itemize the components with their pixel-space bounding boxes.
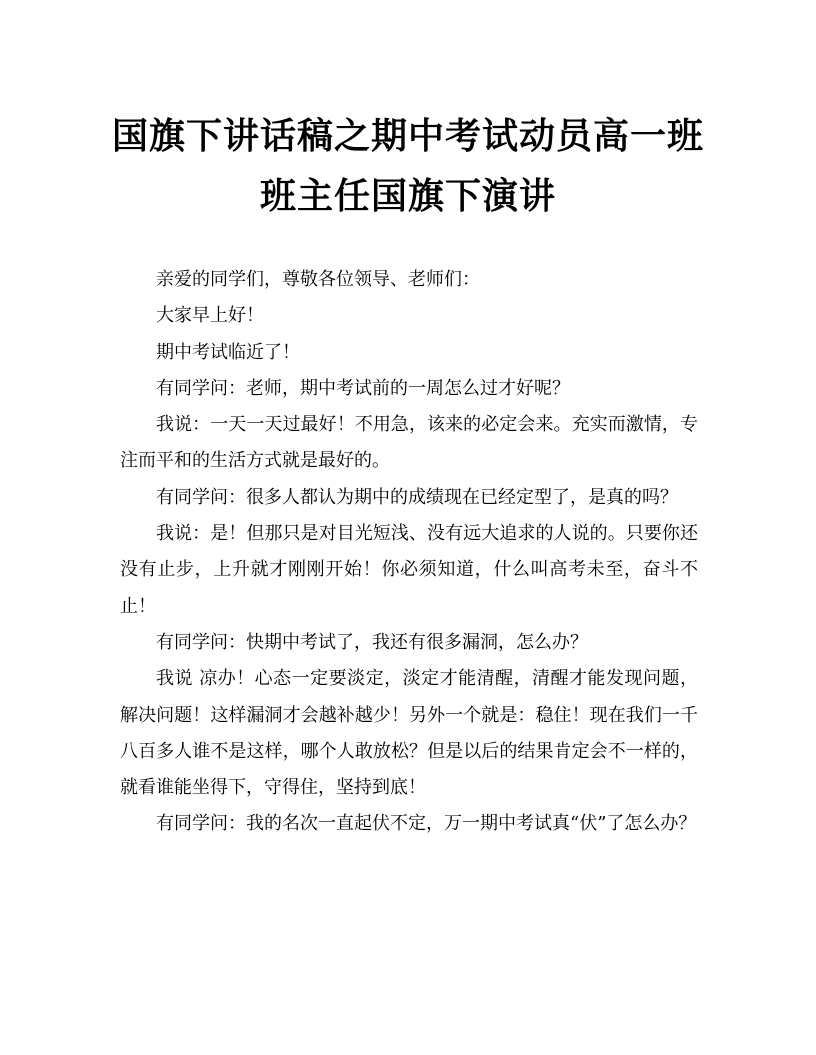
paragraph-good-morning: 大家早上好！	[156, 305, 264, 327]
paragraph-exam-approaching: 期中考试临近了！	[156, 341, 300, 363]
document-title-line2: 班主任国旗下演讲	[259, 175, 556, 217]
paragraph-question-4: 有同学问：我的名次一直起伏不定，万一期中考试真“伏”了怎么办？	[156, 813, 697, 835]
paragraph-answer-2: 我说：是！但那只是对目光短浅、没有远大追求的人说的。只要你还没有止步，上升就才刚刚开始！你必须知道，什么叫高考未至，奋斗不止！	[120, 523, 698, 617]
document-title-line1: 国旗下讲话稿之期中考试动员高一班	[111, 115, 704, 157]
paragraph-question-1: 有同学问：老师，期中考试前的一周怎么过才好呢？	[156, 377, 570, 399]
paragraph-greeting: 亲爱的同学们，尊敬各位领导、老师们：	[156, 269, 480, 290]
paragraph-answer-1: 我说：一天一天过最好！不用急，该来的必定会来。充实而激情，专注而平和的生活方式就是最好的。	[120, 414, 698, 472]
document-body	[120, 262, 698, 843]
paragraph-question-2: 有同学问：很多人都认为期中的成绩现在已经定型了，是真的吗？	[156, 486, 678, 508]
paragraph-answer-3: 我说 凉办！心态一定要淡定，淡定才能清醒，清醒才能发现问题，解决问题！这样漏洞才会越补越少！另外一个就是：稳住！现在我们一千八百多人谁不是这样，哪个人敢放松？但是以后的结果肯定会不一样的，就看谁能坐得下，守得住，坚持到底！	[120, 668, 698, 799]
paragraph-question-3: 有同学问：快期中考试了，我还有很多漏洞，怎么办？	[156, 631, 588, 653]
